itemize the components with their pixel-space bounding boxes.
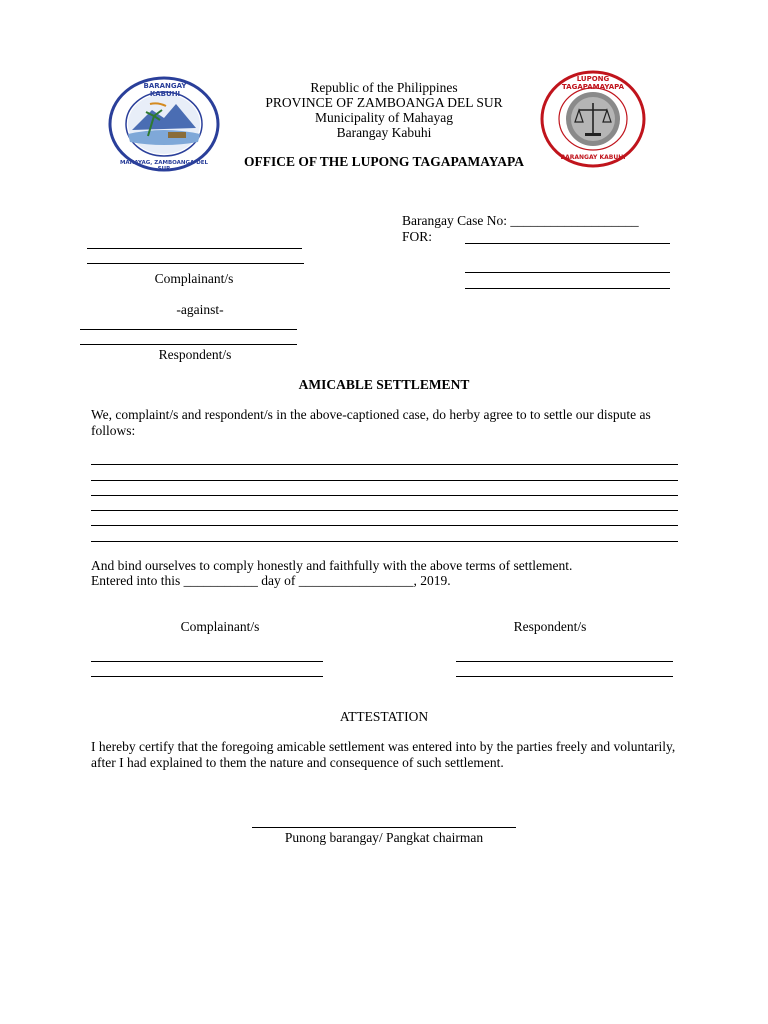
respondent-line-2 [80,344,297,345]
respondent-line-1 [80,329,297,330]
for-label: FOR: [402,229,433,244]
complainant-sign-line-1 [91,661,323,662]
complainant-label: Complainant/s [154,271,234,286]
attestation-title: ATTESTATION [339,709,429,724]
settlement-line-6 [91,541,678,542]
seal-right-top-text: LUPONG TAGAPAMAYAPA [561,75,625,91]
complainant-line-1 [87,248,302,249]
respondent-label: Respondent/s [158,347,232,362]
for-line-2 [465,272,670,273]
header-barangay: Barangay Kabuhi [336,125,432,140]
seal-left-top-text: BARANGAY KABUHI [143,82,187,98]
seal-right-bottom-text: BARANGAY KABUHI [560,154,626,161]
office-title: OFFICE OF THE LUPONG TAGAPAMAYAPA [243,154,525,169]
for-line-3 [465,288,670,289]
seal-left-bottom-text: MAHAYAG, ZAMBOANGA DEL SUR [119,160,209,172]
respondent-sign-line-1 [456,661,673,662]
case-number-field: Barangay Case No: ___________________ [402,213,639,228]
chairman-signature-line [252,827,516,828]
attestation-paragraph: I hereby certify that the foregoing amicable settlement was entered into by the parties freely and voluntarily, after I had explained to them the nature and consequence of such settlement. [91,739,676,770]
against-label: -against- [176,302,224,317]
bind-statement: And bind ourselves to comply honestly and faithfully with the above terms of settlement. [91,558,573,573]
document-title: AMICABLE SETTLEMENT [298,377,470,392]
header-province: PROVINCE OF ZAMBOANGA DEL SUR [265,95,503,110]
for-line-1 [465,243,670,244]
respondent-sign-line-2 [456,676,673,677]
chairman-label: Punong barangay/ Pangkat chairman [284,830,484,845]
settlement-line-3 [91,495,678,496]
settlement-line-4 [91,510,678,511]
complainant-sign-line-2 [91,676,323,677]
settlement-line-5 [91,525,678,526]
barangay-kabuhi-seal [108,76,220,172]
respondent-signature-label: Respondent/s [513,619,587,634]
header-republic: Republic of the Philippines [310,80,458,95]
entered-date-statement: Entered into this ___________ day of _________________, 2019. [91,573,451,588]
settlement-line-2 [91,480,678,481]
header-municipality: Municipality of Mahayag [315,110,453,125]
complainant-line-2 [87,263,304,264]
complainant-signature-label: Complainant/s [180,619,260,634]
lupong-tagapamayapa-seal [540,70,646,168]
intro-paragraph: We, complaint/s and respondent/s in the above-captioned case, do herby agree to to settle our dispute as follows: [91,407,651,438]
settlement-line-1 [91,464,678,465]
